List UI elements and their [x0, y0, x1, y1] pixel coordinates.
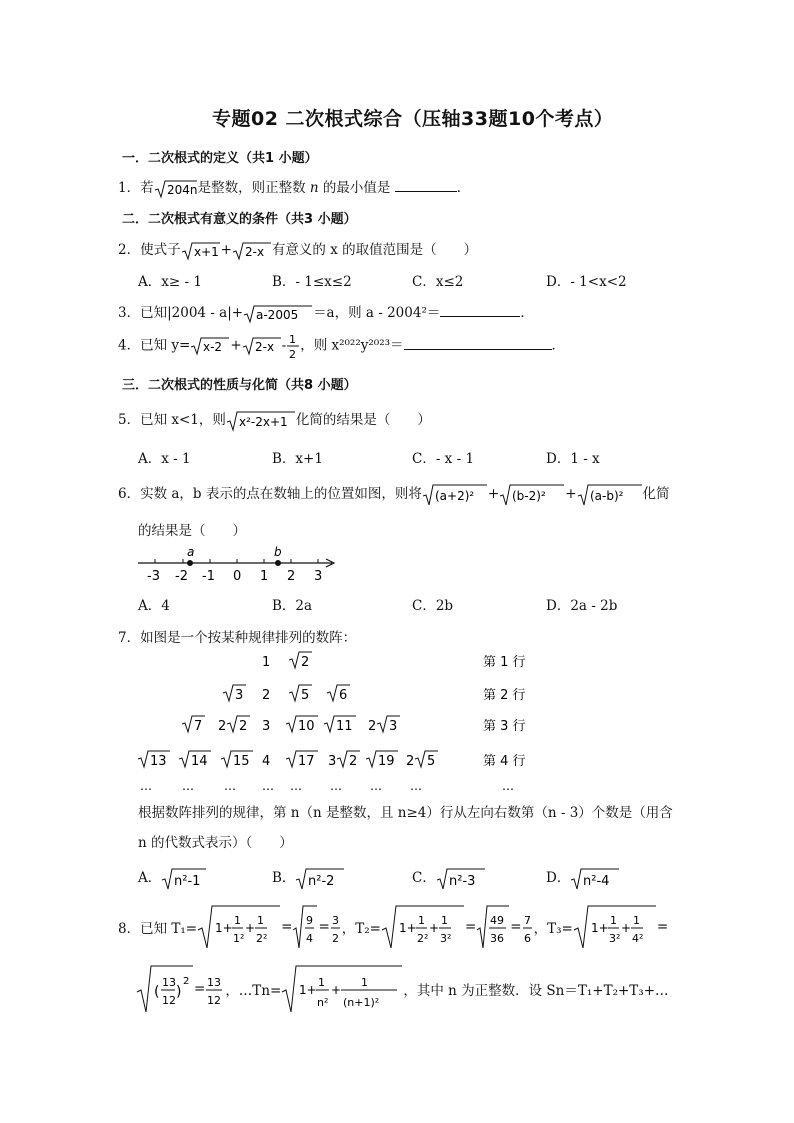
svg-text:2: 2: [301, 655, 310, 670]
array-dots: …: [370, 779, 382, 793]
array-cell: [368, 716, 400, 734]
tick-label: -2: [175, 569, 188, 584]
svg-text:1²: 1²: [233, 932, 245, 945]
q5-option-b[interactable]: B．x+1: [272, 451, 323, 467]
row-label: 第 3 行: [483, 719, 526, 734]
svg-text:2: 2: [406, 754, 415, 769]
svg-text:2: 2: [239, 719, 248, 734]
array-cell: 2: [262, 688, 271, 703]
svg-text:3: 3: [328, 754, 337, 769]
svg-text:7: 7: [194, 719, 203, 734]
array-cell: [138, 751, 170, 769]
svg-text:n²-1: n²-1: [174, 873, 201, 889]
tick-label: -1: [202, 569, 215, 584]
svg-text:3: 3: [235, 688, 244, 703]
svg-text:5: 5: [301, 688, 310, 703]
sqrt-expression: [573, 904, 657, 950]
svg-text:+: +: [245, 921, 256, 935]
svg-text:1: 1: [361, 976, 369, 989]
section-heading-2: 二．二次根式有意义的条件（共3 小题）: [122, 212, 357, 227]
sqrt-symbol: [436, 867, 486, 891]
array-cell: [286, 751, 318, 769]
question-7-desc2: n 的代数式表示）（ ）: [138, 835, 293, 851]
svg-text:2: 2: [331, 932, 339, 945]
array-dots: …: [224, 779, 236, 793]
question-7: 7．如图是一个按某种规律排列的数阵：: [118, 630, 357, 646]
svg-text:13: 13: [150, 754, 167, 769]
svg-text:9: 9: [306, 914, 314, 927]
array-cell: 4: [262, 754, 271, 769]
answer-blank[interactable]: [404, 337, 552, 350]
q6-option-c[interactable]: C．2b: [412, 598, 454, 614]
sqrt-fraction: [292, 904, 318, 950]
number-array: [134, 648, 534, 798]
sqrt-symbol: [181, 241, 221, 261]
svg-text:1+: 1+: [398, 921, 417, 935]
tick-label: 1: [260, 569, 269, 584]
question-8-line2: ( 13 12 ) 2 = 13 12 ，…Tn= 1+ 1 n² + 1 (n+1)² ，其中 n 为正整数．设 Sn＝T₁+T₂+T₃+…: [136, 964, 669, 1014]
sqrt-expression: [281, 964, 403, 1014]
point-a-label: a: [187, 545, 195, 559]
sqrt-symbol: [232, 241, 272, 261]
svg-text:1: 1: [257, 914, 265, 927]
svg-text:1: 1: [440, 914, 448, 927]
svg-text:5: 5: [427, 754, 436, 769]
svg-text:): ): [176, 984, 182, 1000]
svg-text:1: 1: [417, 914, 425, 927]
svg-text:19: 19: [378, 754, 395, 769]
svg-text:13: 13: [162, 976, 176, 989]
array-cell: [366, 751, 398, 769]
svg-text:(b-2)²: (b-2)²: [512, 488, 546, 503]
svg-text:7: 7: [523, 914, 531, 927]
fraction: [286, 331, 300, 361]
q5-option-a[interactable]: A．x - 1: [138, 451, 191, 467]
svg-text:14: 14: [191, 754, 208, 769]
point-a: [187, 560, 193, 566]
section-heading-3: 三．二次根式的性质与化简（共8 小题）: [122, 378, 357, 393]
array-cell: [324, 716, 356, 734]
sqrt-symbol: [242, 336, 282, 356]
sqrt-symbol: [243, 304, 313, 324]
svg-text:1: 1: [318, 976, 326, 989]
svg-text:6: 6: [523, 932, 531, 945]
svg-text:3: 3: [389, 719, 398, 734]
q2-option-b[interactable]: B．- 1≤x≤2: [272, 274, 352, 290]
svg-text:1+: 1+: [299, 983, 318, 997]
svg-text:a-2005: a-2005: [256, 307, 299, 322]
svg-text:n²-4: n²-4: [583, 873, 610, 889]
svg-text:13: 13: [207, 976, 222, 989]
page-title: 专题02 二次根式综合（压轴33题10个考点）: [212, 108, 614, 130]
svg-text:2: 2: [218, 719, 227, 734]
svg-text:1: 1: [609, 914, 617, 927]
svg-text:n²-3: n²-3: [448, 873, 476, 889]
row-label: 第 2 行: [483, 688, 526, 703]
svg-text:15: 15: [233, 754, 250, 769]
array-cell: [328, 751, 360, 769]
sqrt-symbol: [295, 867, 345, 891]
q7-option-b[interactable]: B． n²-2: [272, 866, 345, 891]
array-dots: …: [290, 779, 302, 793]
section-heading-1: 一．二次根式的定义（共1 小题）: [122, 151, 318, 166]
svg-text:3²: 3²: [439, 932, 452, 945]
tick-label: -3: [147, 569, 160, 584]
svg-text:17: 17: [298, 754, 315, 769]
sqrt-symbol: [154, 179, 198, 199]
answer-blank[interactable]: [440, 304, 520, 317]
tick-label: 0: [233, 569, 242, 584]
array-cell: 3: [262, 719, 271, 734]
q2-option-d[interactable]: D．- 1<x<2: [546, 274, 627, 290]
svg-text:+: +: [428, 921, 440, 935]
svg-text:4²: 4²: [631, 932, 644, 945]
question-4: 4．已知 y= x-2 + 2-x - 1 2 ，则 x²⁰²²y²⁰²³＝ ．: [118, 333, 566, 361]
svg-text:x-2: x-2: [203, 340, 223, 354]
svg-text:2: 2: [289, 348, 297, 361]
svg-text:1+: 1+: [590, 921, 609, 935]
svg-text:2²: 2²: [256, 932, 268, 945]
q2-option-a[interactable]: A．x≥ - 1: [138, 274, 202, 290]
array-cell: [223, 685, 246, 703]
question-5: 5．已知 x<1，则 x²-2x+1 化简的结果是（ ）: [118, 408, 431, 432]
sqrt-fraction: [136, 964, 194, 1014]
svg-text:(a-b)²: (a-b)²: [589, 488, 623, 503]
svg-text:(a+2)²: (a+2)²: [434, 488, 475, 503]
array-dots: …: [502, 779, 514, 793]
fraction: [522, 904, 534, 950]
sqrt-symbol: [226, 410, 296, 432]
array-cell: [218, 716, 250, 734]
question-2: 2．使式子 x+1 + 2-x 有意义的 x 的取值范围是（ ）: [118, 242, 478, 259]
svg-text:x+1: x+1: [193, 244, 219, 259]
svg-text:1: 1: [632, 914, 640, 927]
svg-text:1+: 1+: [215, 921, 233, 935]
row-label: 第 4 行: [483, 754, 526, 769]
svg-text:2²: 2²: [416, 932, 429, 945]
q6-option-d[interactable]: D．2a - 2b: [546, 598, 618, 614]
svg-text:4: 4: [306, 932, 314, 945]
q5-option-c[interactable]: C．- x - 1: [412, 451, 475, 467]
fraction: [330, 904, 342, 950]
sqrt-expression: [381, 904, 465, 950]
svg-text:x²-2x+1: x²-2x+1: [238, 414, 288, 429]
array-cell: [289, 685, 312, 703]
svg-text:6: 6: [339, 688, 348, 703]
svg-text:10: 10: [298, 719, 315, 734]
svg-text:2-x: 2-x: [254, 340, 274, 354]
question-3: 3．已知|2004 - a|+ a-2005 ＝a，则 a - 2004²＝ ．: [118, 305, 534, 322]
svg-text:36: 36: [490, 932, 505, 945]
svg-text:1: 1: [234, 914, 242, 927]
q6-option-a[interactable]: A．4: [138, 598, 170, 614]
q2-option-c[interactable]: C．x≤2: [412, 274, 464, 290]
svg-text:2: 2: [183, 976, 190, 987]
sqrt-fraction: [476, 904, 510, 950]
answer-blank[interactable]: [395, 179, 457, 192]
q7-option-d[interactable]: D． n²-4: [546, 866, 620, 891]
sqrt-symbol: [570, 867, 620, 891]
tick-label: 3: [314, 569, 323, 584]
array-dots: …: [410, 779, 422, 793]
svg-text:3: 3: [331, 914, 339, 927]
array-dots: …: [140, 779, 152, 793]
question-1: 1．若 204n 是整数，则正整数 n 的最小值是 ．: [118, 180, 471, 197]
tick-label: 2: [287, 569, 296, 584]
svg-text:12: 12: [162, 994, 176, 1007]
array-cell: [221, 751, 253, 769]
array-cell: [289, 652, 312, 670]
fraction: [205, 964, 225, 1014]
sqrt-symbol: [161, 867, 207, 891]
svg-text:(n+1)²: (n+1)²: [343, 996, 380, 1009]
sqrt-symbol: [499, 483, 565, 507]
array-dots: …: [262, 779, 274, 793]
array-dots: …: [330, 779, 342, 793]
sqrt-expression: [197, 904, 281, 950]
array-cell: [406, 751, 438, 769]
row-label: 第 1 行: [483, 655, 526, 670]
question-8: 8．已知 T₁= 1+ 1 1² + 1 2² = 9 4 = 3 2 ，T₂= 1+ 1 2² + 1 3² = 49 36 = 7 6 ，T₃= 1+ 1 3² + 1 4² =: [118, 904, 668, 950]
svg-text:n²-2: n²-2: [308, 873, 335, 889]
sqrt-symbol: [190, 336, 230, 356]
svg-text:(: (: [154, 984, 160, 1000]
number-line: [136, 545, 341, 585]
array-cell: [286, 716, 318, 734]
svg-text:12: 12: [207, 994, 222, 1007]
array-cell: 1: [262, 655, 271, 670]
svg-text:1: 1: [289, 333, 297, 346]
svg-text:+: +: [620, 921, 631, 935]
svg-text:2-x: 2-x: [244, 244, 264, 259]
array-cell: [179, 751, 211, 769]
svg-text:2: 2: [368, 719, 377, 734]
question-6-line2: 的结果是（ ）: [138, 523, 246, 539]
array-dots: …: [182, 779, 194, 793]
q5-option-d[interactable]: D．1 - x: [546, 451, 600, 467]
sqrt-symbol: [577, 483, 643, 507]
point-b-label: b: [274, 545, 282, 559]
point-b: [275, 560, 281, 566]
svg-text:3²: 3²: [608, 932, 621, 945]
svg-text:+: +: [331, 983, 342, 997]
q7-option-c[interactable]: C． n²-3: [412, 866, 486, 891]
question-6: 6．实数 a，b 表示的点在数轴上的位置如图，则将 (a+2)² + (b-2)² + (a-b)² 化简: [118, 482, 670, 507]
svg-text:2: 2: [349, 754, 358, 769]
array-cell: [327, 685, 350, 703]
question-7-desc1: 根据数阵排列的规律，第 n（n 是整数，且 n≥4）行从左向右数第（n - 3）个数是（用含: [138, 805, 673, 821]
array-cell: [182, 716, 205, 734]
svg-text:11: 11: [336, 719, 353, 734]
q6-option-b[interactable]: B．2a: [272, 598, 313, 614]
svg-text:204n: 204n: [166, 182, 198, 197]
svg-text:49: 49: [490, 914, 505, 927]
sqrt-symbol: [422, 483, 488, 507]
svg-text:n²: n²: [317, 996, 329, 1009]
q7-option-a[interactable]: A． n²-1: [138, 866, 207, 891]
